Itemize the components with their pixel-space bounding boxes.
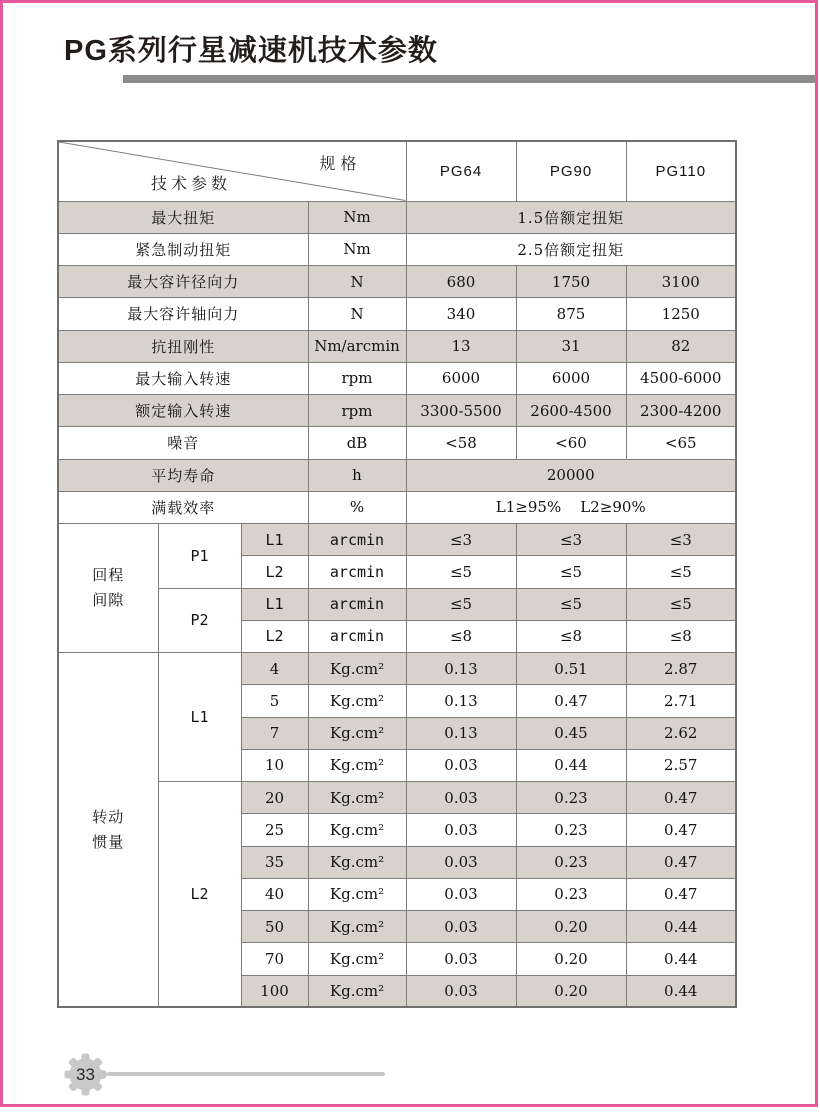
value-cell: 31 [516,330,626,362]
value-cell: 3300-5500 [406,395,516,427]
value-cell: 6000 [516,362,626,394]
table-row [58,201,736,233]
value-cell: ≤5 [516,588,626,620]
table-row [58,330,736,362]
value-cell: 0.13 [406,685,516,717]
unit-cell: rpm [308,362,406,394]
value-cell: 0.03 [406,878,516,910]
param-label-cell: 抗扭刚性 [58,330,308,362]
ratio-cell: 50 [241,911,308,943]
table-row [58,491,736,523]
unit-cell: N [308,298,406,330]
value-cell: 6000 [406,362,516,394]
merged-value-cell: 2.5倍额定扭矩 [406,233,736,265]
merged-value-cell: 1.5倍额定扭矩 [406,201,736,233]
value-cell: 2600-4500 [516,395,626,427]
value-cell: 0.23 [516,782,626,814]
table-row [58,266,736,298]
inertia-group-label: 转动惯量 [92,807,125,851]
ratio-cell: 70 [241,943,308,975]
value-cell: ≤3 [626,524,736,556]
param-label-cell: 平均寿命 [58,459,308,491]
value-cell: 0.44 [626,911,736,943]
value-cell: ≤3 [406,524,516,556]
value-cell: 0.45 [516,717,626,749]
unit-cell: N [308,266,406,298]
unit-cell: Kg.cm² [308,717,406,749]
value-cell: ≤8 [626,620,736,652]
value-cell: ≤5 [406,556,516,588]
header-row [58,141,736,201]
header-corner-cell [58,141,406,201]
value-cell: 0.03 [406,943,516,975]
unit-cell: Kg.cm² [308,782,406,814]
param-label-cell: 最大容许径向力 [58,266,308,298]
unit-cell: Kg.cm² [308,749,406,781]
value-cell: 0.44 [516,749,626,781]
stage-group-cell: L1 [158,653,241,782]
table-row [58,782,736,814]
value-cell: 0.20 [516,911,626,943]
value-cell: 13 [406,330,516,362]
value-cell: ≤5 [516,556,626,588]
value-cell: ≤5 [406,588,516,620]
table-row [58,362,736,394]
spec-table [57,140,737,1008]
model-header-pg90: PG90 [516,141,626,201]
value-cell: 4500-6000 [626,362,736,394]
param-label-cell: 最大输入转速 [58,362,308,394]
unit-cell: arcmin [308,588,406,620]
value-cell: 0.44 [626,943,736,975]
table-row [58,233,736,265]
stage-group-cell: L2 [158,782,241,1008]
value-cell: 2.57 [626,749,736,781]
value-cell: 0.47 [626,846,736,878]
ratio-cell: 20 [241,782,308,814]
value-cell: 0.47 [626,814,736,846]
unit-cell: h [308,459,406,491]
model-header-pg110: PG110 [626,141,736,201]
param-label-cell: 满载效率 [58,491,308,523]
stage-cell: L1 [241,524,308,556]
value-cell: ≤5 [626,588,736,620]
title-underline-bar [123,75,815,83]
value-cell: ≤8 [516,620,626,652]
stage-cell: L2 [241,620,308,652]
backlash-group-label: 回程间隙 [92,566,125,609]
footer-line [107,1072,385,1076]
value-cell: 0.03 [406,911,516,943]
value-cell: 82 [626,330,736,362]
value-cell: 0.03 [406,782,516,814]
value-cell: <58 [406,427,516,459]
table-row [58,395,736,427]
table-row [58,653,736,685]
header-spec-label: 规格 [319,156,362,173]
stage-cell: L1 [241,588,308,620]
table-row [58,588,736,620]
value-cell: 2.87 [626,653,736,685]
unit-cell: rpm [308,395,406,427]
value-cell: 0.03 [406,975,516,1007]
value-cell: 2.62 [626,717,736,749]
ratio-cell: 25 [241,814,308,846]
unit-cell: Nm [308,233,406,265]
table-row [58,459,736,491]
footer-line-dot [98,1070,107,1079]
page-number: 33 [76,1064,95,1084]
unit-cell: Nm/arcmin [308,330,406,362]
unit-cell: dB [308,427,406,459]
param-label-cell: 最大扭矩 [58,201,308,233]
value-cell: 0.44 [626,975,736,1007]
value-cell: 0.51 [516,653,626,685]
unit-cell: arcmin [308,556,406,588]
value-cell: 0.13 [406,717,516,749]
unit-cell: arcmin [308,524,406,556]
unit-cell: Kg.cm² [308,911,406,943]
table-row [58,298,736,330]
value-cell: 680 [406,266,516,298]
ratio-cell: 10 [241,749,308,781]
param-label-cell: 紧急制动扭矩 [58,233,308,265]
header-param-label: 技术参数 [151,175,232,193]
value-cell: ≤5 [626,556,736,588]
table-row [58,427,736,459]
merged-value-cell: L1≥95% L2≥90% [406,491,736,523]
value-cell: <60 [516,427,626,459]
value-cell: 1750 [516,266,626,298]
inertia-group-cell [58,653,158,1008]
value-cell: 340 [406,298,516,330]
unit-cell: Kg.cm² [308,846,406,878]
value-cell: 0.47 [626,878,736,910]
table-row [58,524,736,556]
value-cell: 0.20 [516,943,626,975]
value-cell: ≤3 [516,524,626,556]
value-cell: 0.23 [516,846,626,878]
value-cell: 0.20 [516,975,626,1007]
value-cell: 0.47 [516,685,626,717]
param-label-cell: 噪音 [58,427,308,459]
unit-cell: Kg.cm² [308,685,406,717]
ratio-cell: 4 [241,653,308,685]
value-cell: 1250 [626,298,736,330]
page-title: PG系列行星减速机技术参数 [64,35,438,67]
precision-class-cell: P1 [158,524,241,589]
unit-cell: Kg.cm² [308,943,406,975]
merged-value-cell: 20000 [406,459,736,491]
value-cell: 2300-4200 [626,395,736,427]
value-cell: 0.03 [406,749,516,781]
param-label-cell: 最大容许轴向力 [58,298,308,330]
model-header-pg64: PG64 [406,141,516,201]
value-cell: 0.23 [516,814,626,846]
unit-cell: Kg.cm² [308,975,406,1007]
ratio-cell: 40 [241,878,308,910]
value-cell: 0.23 [516,878,626,910]
ratio-cell: 100 [241,975,308,1007]
unit-cell: Kg.cm² [308,814,406,846]
ratio-cell: 35 [241,846,308,878]
ratio-cell: 5 [241,685,308,717]
stage-cell: L2 [241,556,308,588]
unit-cell: % [308,491,406,523]
unit-cell: Nm [308,201,406,233]
unit-cell: arcmin [308,620,406,652]
value-cell: 2.71 [626,685,736,717]
value-cell: 0.13 [406,653,516,685]
precision-class-cell: P2 [158,588,241,653]
value-cell: <65 [626,427,736,459]
backlash-group-cell [58,524,158,653]
value-cell: 875 [516,298,626,330]
unit-cell: Kg.cm² [308,653,406,685]
value-cell: 3100 [626,266,736,298]
value-cell: 0.03 [406,846,516,878]
value-cell: 0.03 [406,814,516,846]
unit-cell: Kg.cm² [308,878,406,910]
value-cell: ≤8 [406,620,516,652]
value-cell: 0.47 [626,782,736,814]
ratio-cell: 7 [241,717,308,749]
param-label-cell: 额定输入转速 [58,395,308,427]
